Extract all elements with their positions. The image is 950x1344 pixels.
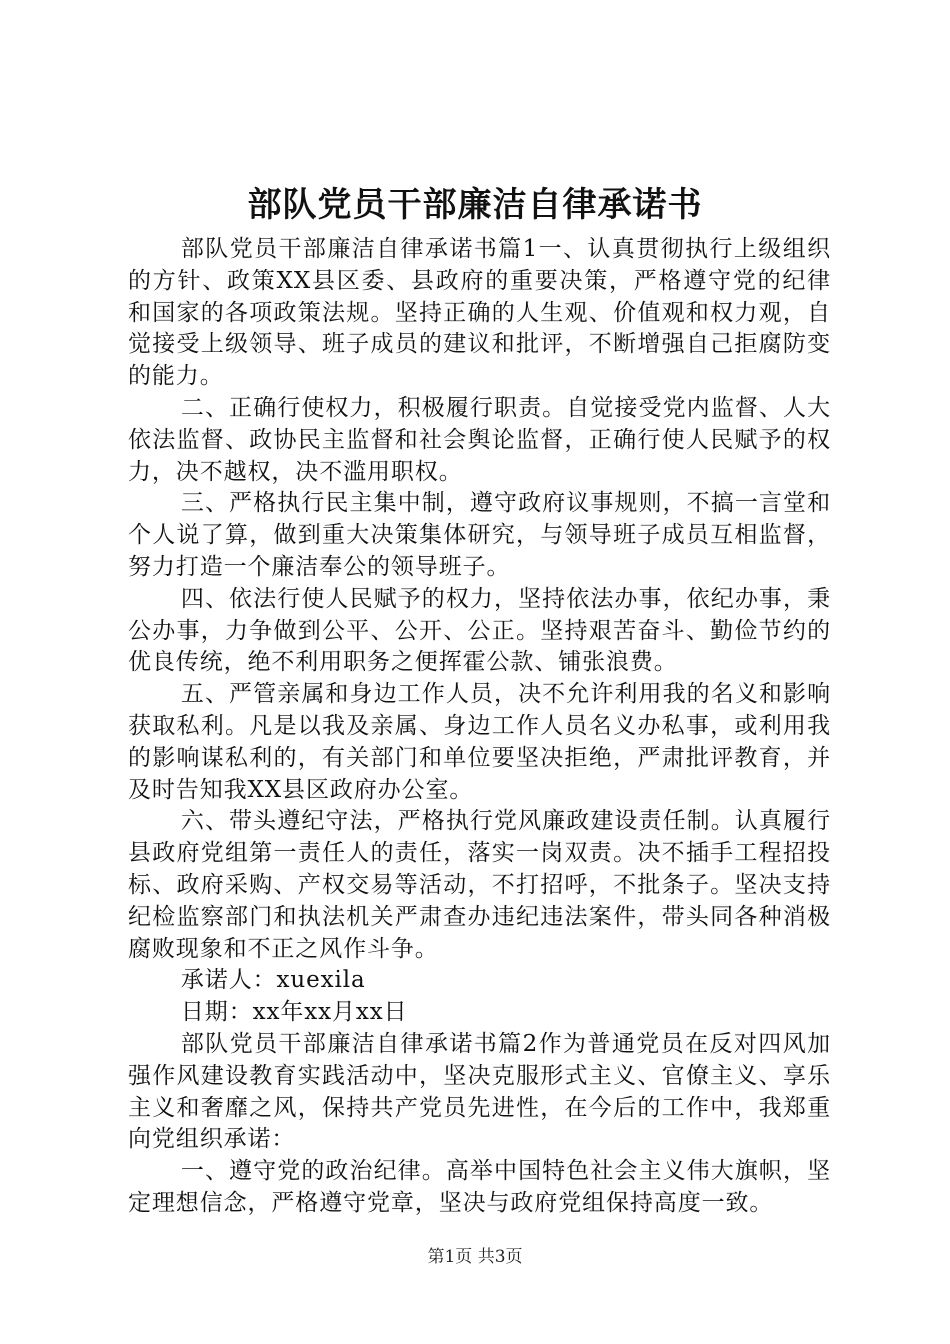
paragraph-3: 三、严格执行民主集中制，遵守政府议事规则，不搞一言堂和个人说了算，做到重大决策集体研究，与领导班子成员互相监督，努力打造一个廉洁奉公的领导班子。 xyxy=(128,490,831,580)
paragraph-7: 部队党员干部廉洁自律承诺书篇2作为普通党员在反对四风加强作风建设教育实践活动中，坚决克服形式主义、官僚主义、享乐主义和奢靡之风，保持共产党员先进性，在今后的工作中，我郑重向党组织承诺： xyxy=(128,1030,831,1153)
document-body xyxy=(128,234,831,1220)
signature-line: 承诺人：xuexila xyxy=(180,967,366,994)
paragraph-4: 四、依法行使人民赋予的权力，坚持依法办事，依纪办事，秉公办事，力争做到公平、公开、公正。坚持艰苦奋斗、勤俭节约的优良传统，绝不利用职务之便挥霍公款、铺张浪费。 xyxy=(128,585,831,676)
paragraph-8: 一、遵守党的政治纪律。高举中国特色社会主义伟大旗帜，坚定理想信念，严格遵守党章，坚决与政府党组保持高度一致。 xyxy=(128,1158,831,1216)
paragraph-5: 五、严管亲属和身边工作人员，决不允许利用我的名义和影响获取私利。凡是以我及亲属、身边工作人员名义办私事，或利用我的影响谋私利的，有关部门和单位要坚决拒绝，严肃批评教育，并及时告知我XX县区政府办公室。 xyxy=(128,681,831,803)
page-number-footer: 第1页 共3页 xyxy=(427,1247,523,1267)
paragraph-6: 六、带头遵纪守法，严格执行党风廉政建设责任制。认真履行县政府党组第一责任人的责任，落实一岗双责。决不插手工程招投标、政府采购、产权交易等活动，不打招呼，不批条子。坚决支持纪检监察部门和执法机关严肃查办违纪违法案件，带头同各种消极腐败现象和不正之风作斗争。 xyxy=(128,808,831,962)
paragraph-1: 部队党员干部廉洁自律承诺书篇1一、认真贯彻执行上级组织的方针、政策XX县区委、县政府的重要决策，严格遵守党的纪律和国家的各项政策法规。坚持正确的人生观、价值观和权力观，自觉接受上级领导、班子成员的建议和批评，不断增强自己拒腐防变的能力。 xyxy=(128,236,831,390)
document-title: 部队党员干部廉洁自律承诺书 xyxy=(247,185,703,225)
date-line: 日期：xx年xx月xx日 xyxy=(180,999,408,1026)
paragraph-2: 二、正确行使权力，积极履行职责。自觉接受党内监督、人大依法监督、政协民主监督和社会舆论监督，正确行使人民赋予的权力，决不越权，决不滥用职权。 xyxy=(128,394,831,485)
